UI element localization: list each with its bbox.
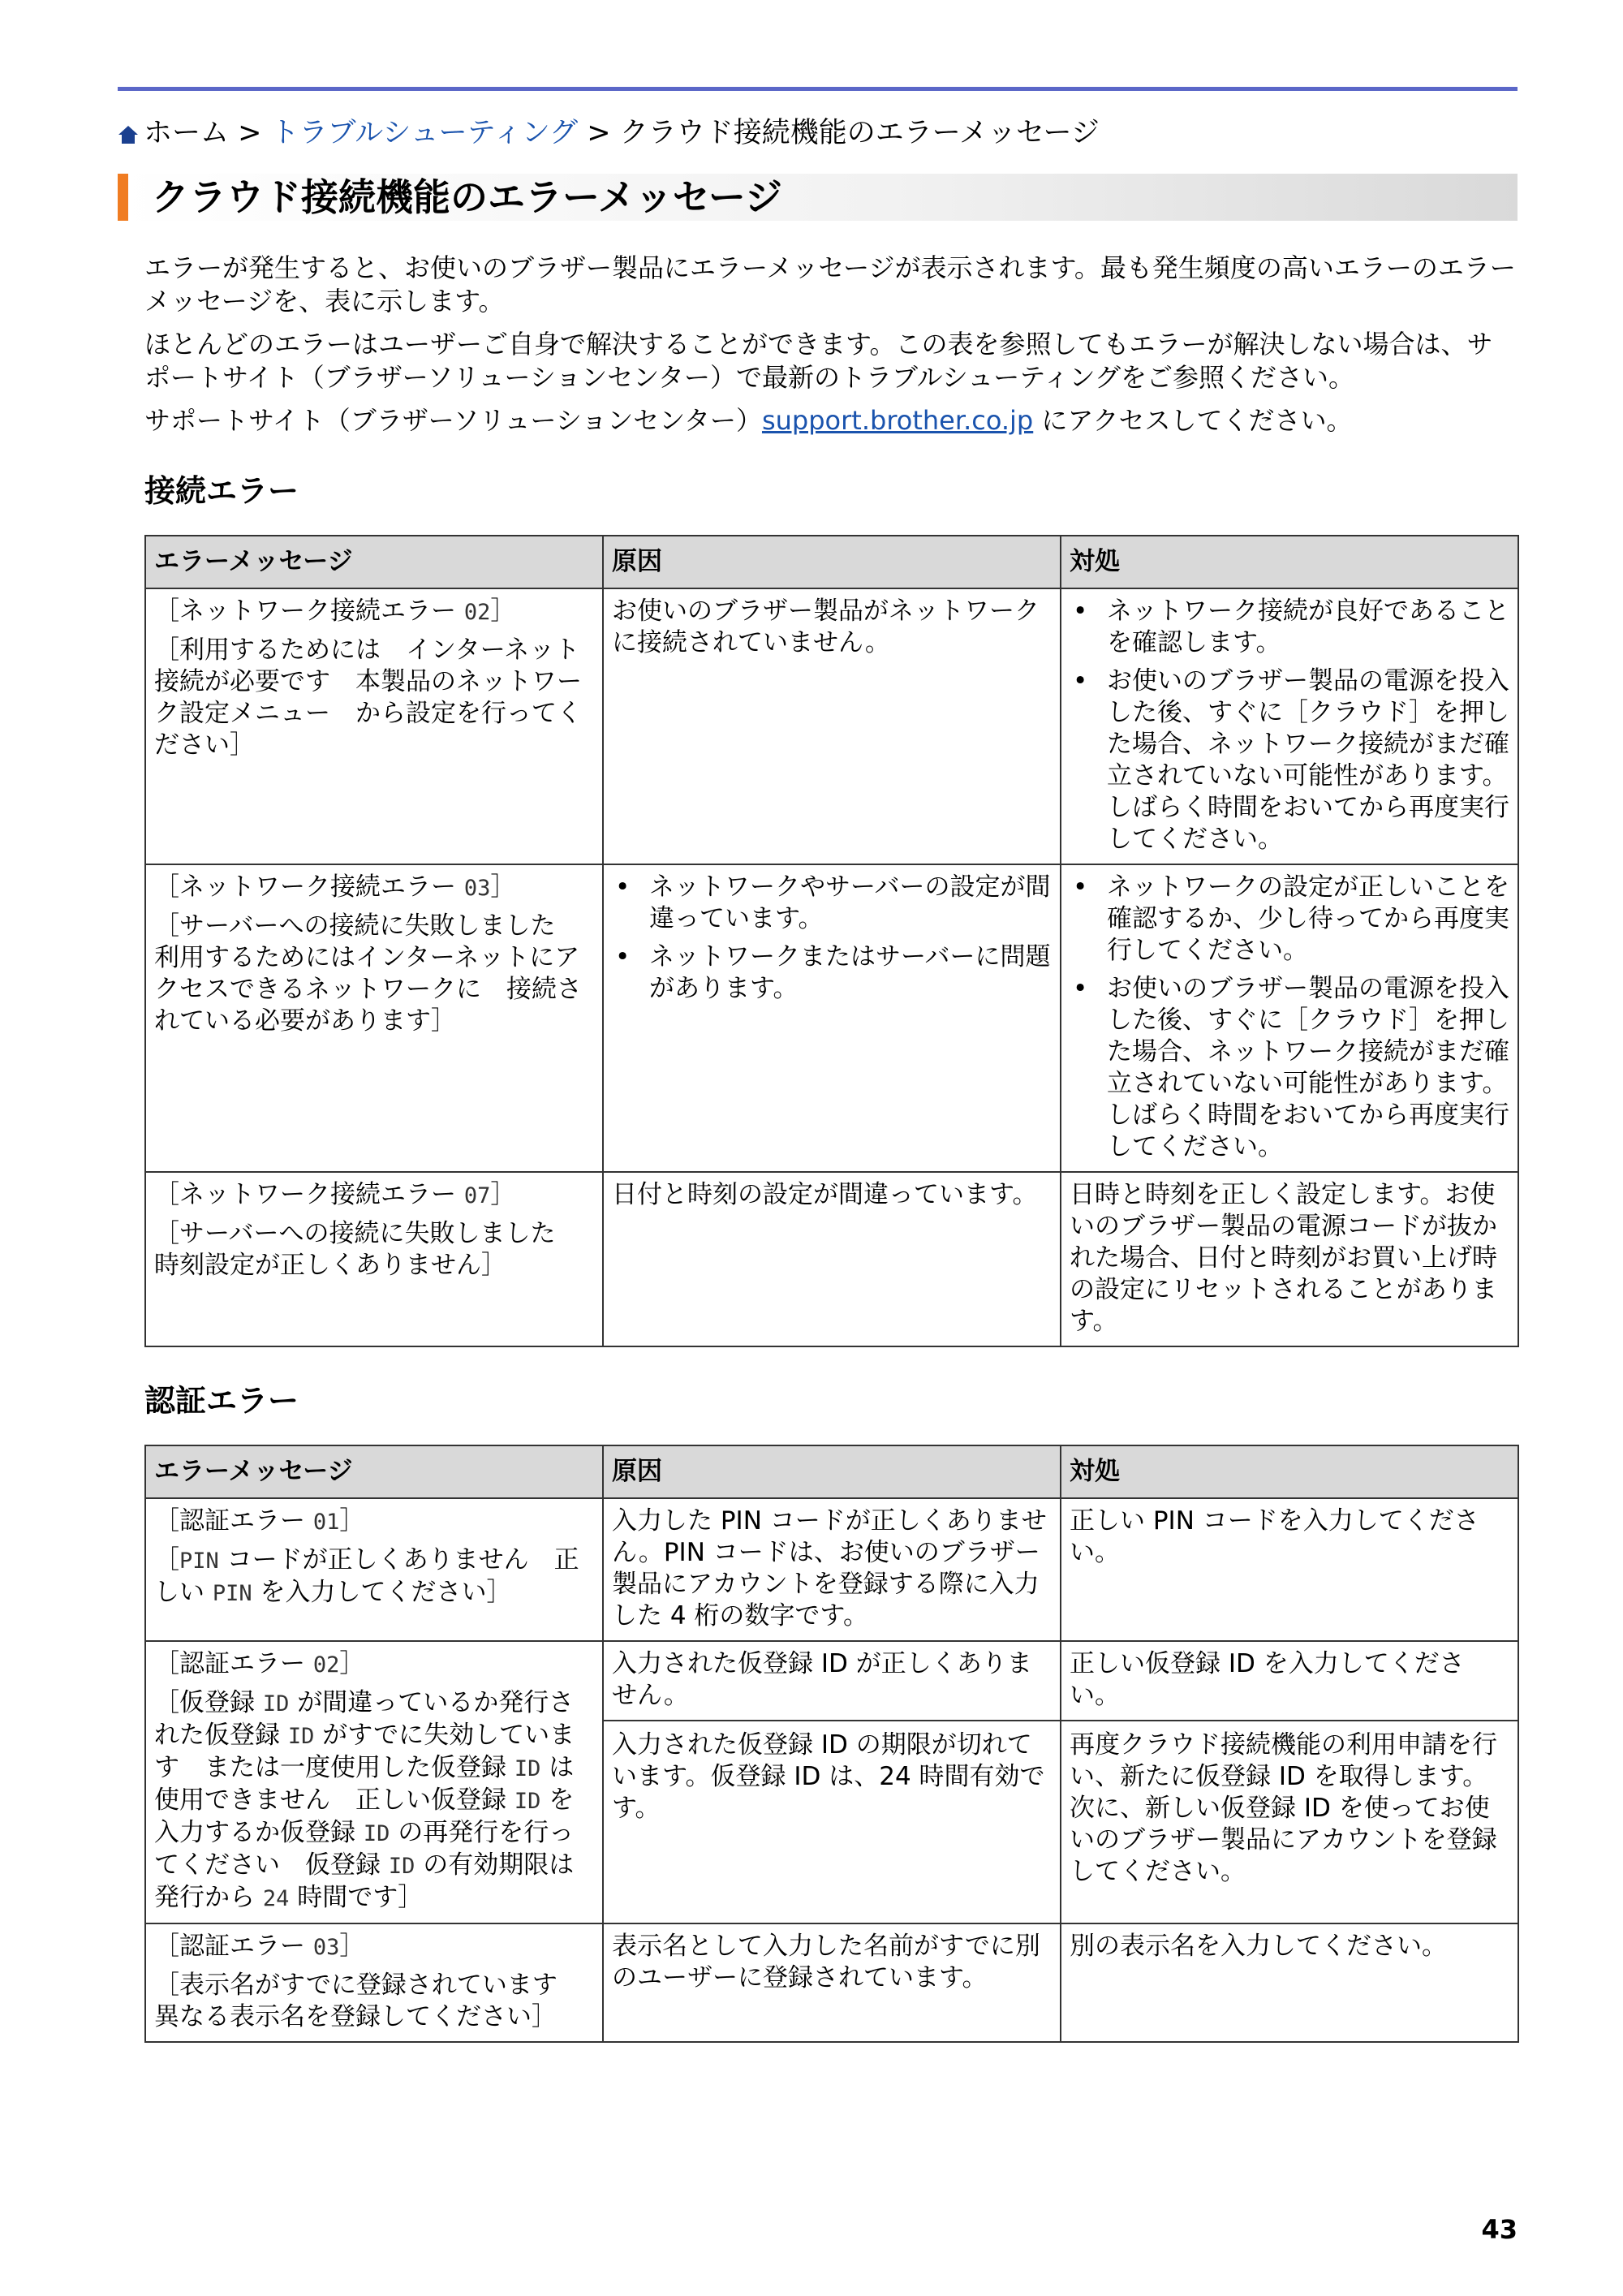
cause-cell [603, 864, 1061, 1172]
main-content [144, 252, 1518, 2043]
title-accent [118, 174, 128, 221]
error-text: ［仮登録 ID が間違っているか発行された仮登録 ID がすでに失効しています または一度使用した仮登録 ID は使用できません 正しい仮登録 ID を入力するか仮登録 ID の再発行を行ってください 仮登録 ID の有効期限は発行から 24 時間です］ [154, 1688, 575, 1912]
table-row [145, 1641, 1518, 1923]
breadcrumb-current: クラウド接続機能のエラーメッセージ [619, 117, 1100, 149]
error-code: ［認証エラー 02］ [154, 1649, 365, 1678]
connection-error-heading: 接続エラー [144, 473, 299, 509]
breadcrumb-home[interactable]: ホーム [144, 117, 230, 149]
action-text: 正しい仮登録 ID を入力してください。 [1070, 1649, 1465, 1710]
cause-cell: 入力した PIN コードが正しくありません。PIN コードは、お使いのブラザー製品にアカウントを登録する際に入力した 4 桁の数字です。 [603, 1498, 1061, 1641]
cause-text: 入力された仮登録 ID の期限が切れています。仮登録 ID は、24 時間有効です。 [604, 1720, 1060, 1824]
page-number: 43 [1481, 2214, 1518, 2245]
breadcrumb-separator: > [578, 117, 620, 149]
action-cell [1061, 1641, 1518, 1923]
error-text: ［表示名がすでに登録されています 異なる表示名を登録してください］ [154, 1971, 583, 2031]
list-item: • ネットワークの設定が正しいことを確認するか、少し待ってから再度実行してください。 [1070, 872, 1511, 967]
page-title: クラウド接続機能のエラーメッセージ [152, 175, 782, 219]
list-item: • お使いのブラザー製品の電源を投入した後、すぐに［クラウド］を押した場合、ネットワーク接続がまだ確立されていない可能性があります。しばらく時間をおいてから再度実行してください。 [1070, 973, 1511, 1163]
action-cell [1061, 588, 1518, 864]
error-message-cell [145, 1498, 603, 1641]
cause-text: 入力された仮登録 ID が正しくありません。 [612, 1649, 1032, 1710]
table-row [145, 864, 1518, 1172]
error-code: ［認証エラー 01］ [154, 1506, 365, 1536]
list-item: • ネットワークまたはサーバーに問題があります。 [612, 941, 1053, 1005]
auth-error-table [144, 1445, 1519, 2043]
cause-cell: お使いのブラザー製品がネットワークに接続されていません。 [603, 588, 1061, 864]
list-item: • お使いのブラザー製品の電源を投入した後、すぐに［クラウド］を押した場合、ネットワーク接続がまだ確立されていない可能性があります。しばらく時間をおいてから再度実行してください。 [1070, 666, 1511, 855]
support-text: サポートサイト（ブラザーソリューションセンター） [144, 405, 762, 436]
error-code: ［ネットワーク接続エラー 03］ [154, 872, 516, 902]
table-row [145, 1923, 1518, 2042]
header-cause: 原因 [603, 1445, 1061, 1498]
error-text: ［PIN コードが正しくありません 正しい PIN を入力してください］ [154, 1545, 579, 1607]
table-header-row [145, 536, 1518, 588]
error-message-cell [145, 1641, 603, 1923]
action-cell: 正しい PIN コードを入力してください。 [1061, 1498, 1518, 1641]
error-text: ［サーバーへの接続に失敗しました 時刻設定が正しくありません］ [154, 1219, 581, 1280]
auth-error-heading: 認証エラー [144, 1383, 299, 1419]
cause-cell: 日付と時刻の設定が間違っています。 [603, 1172, 1061, 1346]
error-message-cell [145, 588, 603, 864]
header-error-message: エラーメッセージ [145, 1445, 603, 1498]
support-link[interactable]: support.brother.co.jp [761, 405, 1034, 436]
home-icon[interactable] [118, 117, 139, 156]
top-rule [118, 87, 1518, 91]
error-code: ［ネットワーク接続エラー 02］ [154, 597, 516, 626]
header-error-message: エラーメッセージ [145, 536, 603, 588]
error-message-cell [145, 1923, 603, 2042]
error-text: ［利用するためには インターネット接続が必要です 本製品のネットワーク設定メニュー から設定を行ってください］ [154, 635, 582, 760]
header-action: 対処 [1061, 536, 1518, 588]
title-bar [118, 174, 1518, 221]
cause-cell: 表示名として入力した名前がすでに別のユーザーに登録されています。 [603, 1923, 1061, 2042]
connection-error-table [144, 535, 1519, 1347]
table-row [145, 1498, 1518, 1641]
error-code: ［認証エラー 03］ [154, 1932, 365, 1961]
table-row [145, 588, 1518, 864]
action-text: 再度クラウド接続機能の利用申請を行い、新たに仮登録 ID を取得します。次に、新しい仮登録 ID を使ってお使いのブラザー製品にアカウントを登録してください。 [1061, 1720, 1518, 1888]
list-item: • ネットワークやサーバーの設定が間違っています。 [612, 872, 1053, 935]
error-message-cell [145, 864, 603, 1172]
error-text: ［サーバーへの接続に失敗しました 利用するためにはインターネットにアクセスできるネットワークに 接続されている必要があります］ [154, 911, 582, 1036]
table-header-row [145, 1445, 1518, 1498]
support-text-end: にアクセスしてください。 [1033, 405, 1353, 436]
breadcrumb-separator: > [229, 117, 271, 149]
error-message-cell [145, 1172, 603, 1346]
list-item: • ネットワーク接続が良好であることを確認します。 [1070, 596, 1511, 659]
intro-paragraph-3 [144, 404, 1518, 437]
intro-paragraph-1: エラーが発生すると、お使いのブラザー製品にエラーメッセージが表示されます。最も発生頻度の高いエラーのエラーメッセージを、表に示します。 [144, 252, 1516, 317]
breadcrumb-troubleshooting-link[interactable]: トラブルシューティング [270, 117, 579, 149]
cause-cell [603, 1641, 1061, 1923]
action-cell: 日時と時刻を正しく設定します。お使いのブラザー製品の電源コードが抜かれた場合、日付と時刻がお買い上げ時の設定にリセットされることがあります。 [1061, 1172, 1518, 1346]
action-cell [1061, 864, 1518, 1172]
table-row [145, 1172, 1518, 1346]
header-action: 対処 [1061, 1445, 1518, 1498]
error-code: ［ネットワーク接続エラー 07］ [154, 1180, 516, 1209]
breadcrumb [118, 114, 1100, 156]
action-cell: 別の表示名を入力してください。 [1061, 1923, 1518, 2042]
intro-paragraph-2: ほとんどのエラーはユーザーご自身で解決することができます。この表を参照してもエラーが解決しない場合は、サポートサイト（ブラザーソリューションセンター）で最新のトラブルシューティングをご参照ください。 [144, 329, 1493, 393]
header-cause: 原因 [603, 536, 1061, 588]
